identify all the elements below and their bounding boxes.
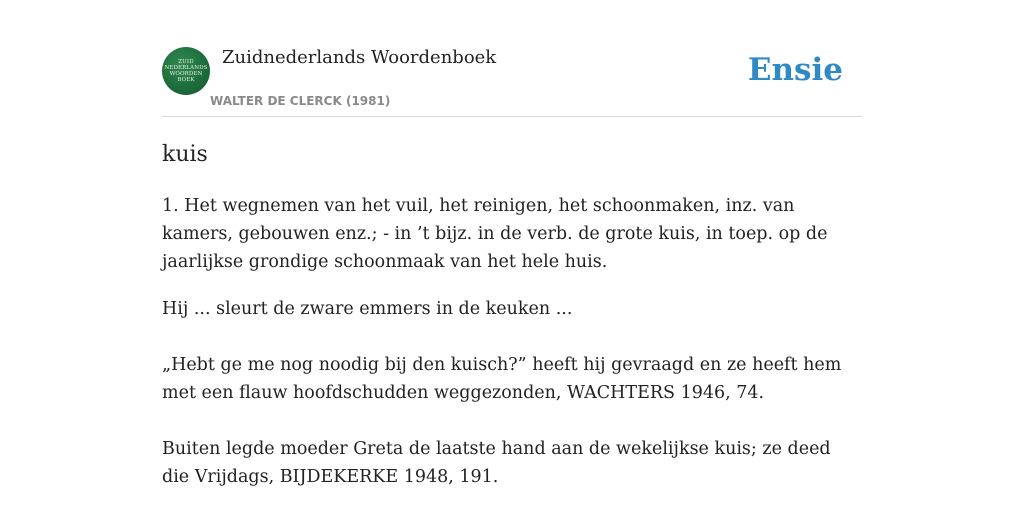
logo-text-line: ZUID (178, 59, 194, 65)
ensie-brand-link[interactable]: Ensie (747, 52, 843, 88)
dictionary-title-link[interactable]: Zuidnederlands Woordenboek (222, 47, 497, 68)
spacer (162, 407, 862, 435)
page-title: kuis (162, 142, 208, 167)
logo-text-line: BOEK (177, 77, 195, 83)
logo-text-line: WOORDEN (169, 71, 203, 77)
example-quote: „Hebt ge me nog noodig bij den kuisch?” heeft hij gevraagd en ze heeft hem met een flauw hoofdschudden weggezonden, WACHTERS 1946, 74. (162, 355, 842, 403)
logo-text-line: NEDERLANDS (164, 65, 208, 71)
entry-content (162, 192, 862, 491)
dictionary-author: WALTER DE CLERCK (1981) (210, 94, 391, 108)
dictionary-logo[interactable] (162, 47, 210, 95)
spacer (162, 323, 862, 351)
example-quote: Hij ... sleurt de zware emmers in de keuken ... (162, 299, 573, 319)
entry-definition: 1. Het wegnemen van het vuil, het reinigen, het schoonmaken, inz. van kamers, gebouwen enz.; - in ’t bijz. in de verb. de grote kuis, in toep. op de jaarlijkse grondige schoonmaak van het hele huis. (162, 196, 828, 272)
example-quote: Buiten legde moeder Greta de laatste hand aan de wekelijkse kuis; ze deed die Vrijdags, BIJDEKERKE 1948, 191. (162, 439, 831, 487)
page (162, 0, 862, 512)
dictionary-header (162, 46, 862, 117)
